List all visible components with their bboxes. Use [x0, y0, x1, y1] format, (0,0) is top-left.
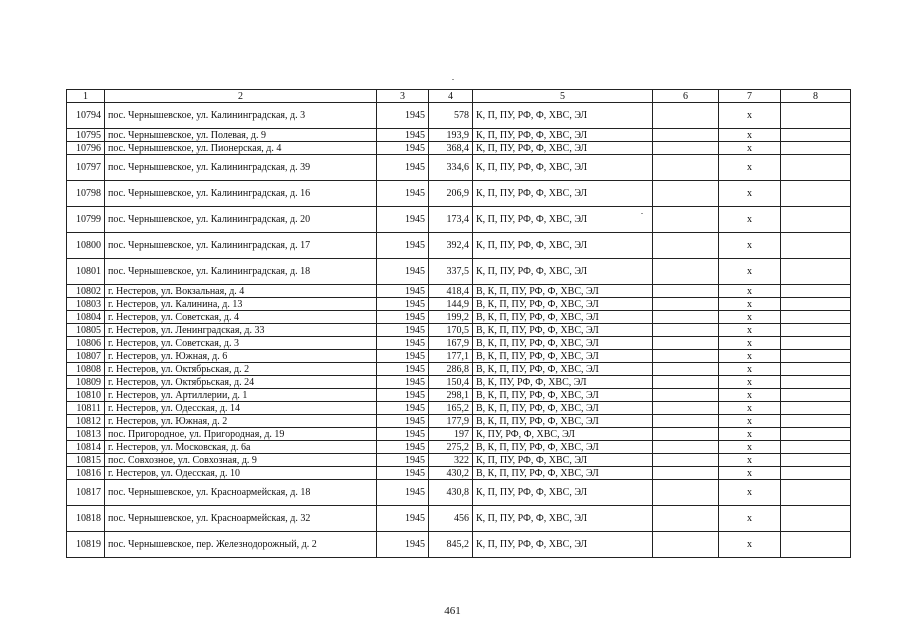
row-systems: В, К, П, ПУ, РФ, Ф, ХВС, ЭЛ: [473, 415, 653, 428]
row-area: 456: [429, 506, 473, 532]
row-area: 286,8: [429, 363, 473, 376]
row-address: пос. Чернышевское, ул. Полевая, д. 9: [105, 129, 377, 142]
row-number: 10813: [67, 428, 105, 441]
column-header-5: 5: [473, 90, 653, 103]
row-col8: [781, 324, 851, 337]
row-systems: К, П, ПУ, РФ, Ф, ХВС, ЭЛ: [473, 103, 653, 129]
row-col6: [653, 441, 719, 454]
row-systems: В, К, П, ПУ, РФ, Ф, ХВС, ЭЛ: [473, 285, 653, 298]
row-area: 845,2: [429, 532, 473, 558]
row-number: 10800: [67, 233, 105, 259]
row-col8: [781, 181, 851, 207]
row-year: 1945: [377, 402, 429, 415]
row-year: 1945: [377, 506, 429, 532]
row-col7-mark: x: [719, 259, 781, 285]
table-row: [67, 129, 851, 142]
row-col8: [781, 337, 851, 350]
row-col8: [781, 129, 851, 142]
row-col8: [781, 363, 851, 376]
row-col6: [653, 129, 719, 142]
table-row: [67, 389, 851, 402]
row-col7-mark: x: [719, 298, 781, 311]
row-col6: [653, 467, 719, 480]
row-number: 10812: [67, 415, 105, 428]
row-col8: [781, 233, 851, 259]
row-area: 430,2: [429, 467, 473, 480]
row-col7-mark: x: [719, 441, 781, 454]
row-col6: [653, 142, 719, 155]
row-col8: [781, 311, 851, 324]
row-year: 1945: [377, 129, 429, 142]
row-year: 1945: [377, 181, 429, 207]
row-address: г. Нестеров, ул. Одесская, д. 14: [105, 402, 377, 415]
row-systems: В, К, П, ПУ, РФ, Ф, ХВС, ЭЛ: [473, 389, 653, 402]
row-year: 1945: [377, 467, 429, 480]
table-row: [67, 428, 851, 441]
row-number: 10799: [67, 207, 105, 233]
row-year: 1945: [377, 480, 429, 506]
row-address: пос. Пригородное, ул. Пригородная, д. 19: [105, 428, 377, 441]
table-row: [67, 363, 851, 376]
row-area: 197: [429, 428, 473, 441]
row-col8: [781, 350, 851, 363]
table-row: [67, 467, 851, 480]
table-row: [67, 506, 851, 532]
row-systems: В, К, П, ПУ, РФ, Ф, ХВС, ЭЛ: [473, 402, 653, 415]
row-col7-mark: x: [719, 350, 781, 363]
row-address: пос. Чернышевское, пер. Железнодорожный, д. 2: [105, 532, 377, 558]
row-col7-mark: x: [719, 129, 781, 142]
row-year: 1945: [377, 298, 429, 311]
row-systems: В, К, П, ПУ, РФ, Ф, ХВС, ЭЛ: [473, 337, 653, 350]
row-year: 1945: [377, 454, 429, 467]
table-row: [67, 285, 851, 298]
table-row: [67, 454, 851, 467]
row-address: г. Нестеров, ул. Октябрьская, д. 24: [105, 376, 377, 389]
row-number: 10801: [67, 259, 105, 285]
row-col6: [653, 350, 719, 363]
row-year: 1945: [377, 337, 429, 350]
row-address: пос. Чернышевское, ул. Красноармейская, д. 32: [105, 506, 377, 532]
table-row: [67, 402, 851, 415]
row-col6: [653, 480, 719, 506]
row-col7-mark: x: [719, 155, 781, 181]
column-header-4: 4: [429, 90, 473, 103]
row-col7-mark: x: [719, 311, 781, 324]
row-systems: К, П, ПУ, РФ, Ф, ХВС, ЭЛ: [473, 532, 653, 558]
row-area: 368,4: [429, 142, 473, 155]
row-number: 10802: [67, 285, 105, 298]
column-header-3: 3: [377, 90, 429, 103]
row-number: 10817: [67, 480, 105, 506]
row-col7-mark: x: [719, 506, 781, 532]
row-address: г. Нестеров, ул. Советская, д. 4: [105, 311, 377, 324]
row-col7-mark: x: [719, 285, 781, 298]
row-col7-mark: x: [719, 324, 781, 337]
row-year: 1945: [377, 428, 429, 441]
row-number: 10809: [67, 376, 105, 389]
row-number: 10814: [67, 441, 105, 454]
row-year: 1945: [377, 415, 429, 428]
row-col7-mark: x: [719, 181, 781, 207]
table-row: [67, 298, 851, 311]
table-row: [67, 311, 851, 324]
row-systems: К, П, ПУ, РФ, Ф, ХВС, ЭЛ: [473, 454, 653, 467]
table-row: [67, 103, 851, 129]
table-row: [67, 441, 851, 454]
row-col8: [781, 428, 851, 441]
row-year: 1945: [377, 311, 429, 324]
row-year: 1945: [377, 376, 429, 389]
row-col8: [781, 506, 851, 532]
row-area: 150,4: [429, 376, 473, 389]
table-row: [67, 532, 851, 558]
column-header-2: 2: [105, 90, 377, 103]
row-systems: К, П, ПУ, РФ, Ф, ХВС, ЭЛ: [473, 207, 653, 233]
row-col7-mark: x: [719, 428, 781, 441]
row-col8: [781, 402, 851, 415]
row-systems: К, П, ПУ, РФ, Ф, ХВС, ЭЛ: [473, 480, 653, 506]
row-address: пос. Чернышевское, ул. Калининградская, д. 20: [105, 207, 377, 233]
row-year: 1945: [377, 350, 429, 363]
row-area: 170,5: [429, 324, 473, 337]
row-number: 10807: [67, 350, 105, 363]
row-col7-mark: x: [719, 480, 781, 506]
row-number: 10816: [67, 467, 105, 480]
row-area: 165,2: [429, 402, 473, 415]
row-year: 1945: [377, 142, 429, 155]
row-address: г. Нестеров, ул. Ленинградская, д. 33: [105, 324, 377, 337]
row-year: 1945: [377, 363, 429, 376]
row-systems: К, П, ПУ, РФ, Ф, ХВС, ЭЛ: [473, 506, 653, 532]
row-address: г. Нестеров, ул. Одесская, д. 10: [105, 467, 377, 480]
row-col6: [653, 155, 719, 181]
row-col6: [653, 311, 719, 324]
row-area: 298,1: [429, 389, 473, 402]
row-year: 1945: [377, 155, 429, 181]
row-address: г. Нестеров, ул. Октябрьская, д. 2: [105, 363, 377, 376]
table-row: [67, 350, 851, 363]
table-row: [67, 259, 851, 285]
row-area: 578: [429, 103, 473, 129]
row-year: 1945: [377, 441, 429, 454]
row-number: 10815: [67, 454, 105, 467]
row-year: 1945: [377, 324, 429, 337]
row-address: пос. Чернышевское, ул. Калининградская, д. 18: [105, 259, 377, 285]
row-area: 337,5: [429, 259, 473, 285]
row-col7-mark: x: [719, 363, 781, 376]
row-number: 10794: [67, 103, 105, 129]
row-address: пос. Чернышевское, ул. Красноармейская, д. 18: [105, 480, 377, 506]
column-header-6: 6: [653, 90, 719, 103]
row-number: 10795: [67, 129, 105, 142]
row-number: 10811: [67, 402, 105, 415]
row-address: пос. Чернышевское, ул. Калининградская, д. 3: [105, 103, 377, 129]
row-col6: [653, 402, 719, 415]
row-col6: [653, 389, 719, 402]
row-area: 430,8: [429, 480, 473, 506]
row-systems: В, К, ПУ, РФ, Ф, ХВС, ЭЛ: [473, 376, 653, 389]
row-col8: [781, 467, 851, 480]
row-col6: [653, 285, 719, 298]
row-col7-mark: x: [719, 376, 781, 389]
row-area: 177,9: [429, 415, 473, 428]
row-year: 1945: [377, 233, 429, 259]
row-col6: [653, 337, 719, 350]
row-systems: В, К, П, ПУ, РФ, Ф, ХВС, ЭЛ: [473, 363, 653, 376]
row-col6: [653, 181, 719, 207]
row-area: 193,9: [429, 129, 473, 142]
row-number: 10796: [67, 142, 105, 155]
row-col8: [781, 415, 851, 428]
column-header-1: 1: [67, 90, 105, 103]
row-area: 418,4: [429, 285, 473, 298]
table-row: [67, 376, 851, 389]
row-systems: В, К, П, ПУ, РФ, Ф, ХВС, ЭЛ: [473, 441, 653, 454]
table-row: [67, 207, 851, 233]
table-row: [67, 480, 851, 506]
row-systems: К, П, ПУ, РФ, Ф, ХВС, ЭЛ: [473, 155, 653, 181]
row-year: 1945: [377, 207, 429, 233]
row-number: 10806: [67, 337, 105, 350]
row-col6: [653, 376, 719, 389]
row-col7-mark: x: [719, 389, 781, 402]
row-col8: [781, 532, 851, 558]
table-row: [67, 181, 851, 207]
row-area: 173,4: [429, 207, 473, 233]
row-address: г. Нестеров, ул. Южная, д. 6: [105, 350, 377, 363]
housing-registry-table: [66, 89, 851, 558]
row-address: пос. Чернышевское, ул. Калининградская, д. 17: [105, 233, 377, 259]
row-col6: [653, 506, 719, 532]
row-number: 10798: [67, 181, 105, 207]
row-systems: К, ПУ, РФ, Ф, ХВС, ЭЛ: [473, 428, 653, 441]
table-row: [67, 415, 851, 428]
row-col8: [781, 454, 851, 467]
row-col6: [653, 415, 719, 428]
row-col6: [653, 259, 719, 285]
row-number: 10810: [67, 389, 105, 402]
scan-speck: [452, 79, 454, 80]
row-number: 10808: [67, 363, 105, 376]
row-area: 392,4: [429, 233, 473, 259]
row-col7-mark: x: [719, 103, 781, 129]
table-row: [67, 155, 851, 181]
row-address: г. Нестеров, ул. Вокзальная, д. 4: [105, 285, 377, 298]
row-col6: [653, 324, 719, 337]
row-address: г. Нестеров, ул. Московская, д. 6а: [105, 441, 377, 454]
row-col8: [781, 155, 851, 181]
table-row: [67, 324, 851, 337]
scan-speck: [641, 213, 643, 214]
row-address: г. Нестеров, ул. Калинина, д. 13: [105, 298, 377, 311]
row-col6: [653, 207, 719, 233]
row-col7-mark: x: [719, 142, 781, 155]
table-row: [67, 337, 851, 350]
row-address: пос. Чернышевское, ул. Калининградская, д. 16: [105, 181, 377, 207]
row-col8: [781, 376, 851, 389]
row-number: 10804: [67, 311, 105, 324]
row-address: г. Нестеров, ул. Артиллерии, д. 1: [105, 389, 377, 402]
column-number-header-row: [67, 90, 851, 103]
row-col7-mark: x: [719, 467, 781, 480]
row-systems: В, К, П, ПУ, РФ, Ф, ХВС, ЭЛ: [473, 298, 653, 311]
row-systems: К, П, ПУ, РФ, Ф, ХВС, ЭЛ: [473, 259, 653, 285]
row-col8: [781, 259, 851, 285]
row-number: 10805: [67, 324, 105, 337]
row-col8: [781, 389, 851, 402]
row-col6: [653, 363, 719, 376]
row-col6: [653, 454, 719, 467]
table-row: [67, 233, 851, 259]
row-col8: [781, 103, 851, 129]
row-systems: В, К, П, ПУ, РФ, Ф, ХВС, ЭЛ: [473, 350, 653, 363]
row-col7-mark: x: [719, 233, 781, 259]
row-col7-mark: x: [719, 532, 781, 558]
row-address: пос. Чернышевское, ул. Калининградская, д. 39: [105, 155, 377, 181]
row-systems: В, К, П, ПУ, РФ, Ф, ХВС, ЭЛ: [473, 324, 653, 337]
row-col7-mark: x: [719, 337, 781, 350]
row-col6: [653, 532, 719, 558]
row-col8: [781, 207, 851, 233]
row-systems: В, К, П, ПУ, РФ, Ф, ХВС, ЭЛ: [473, 467, 653, 480]
row-address: г. Нестеров, ул. Южная, д. 2: [105, 415, 377, 428]
table-body: [67, 90, 851, 558]
row-col6: [653, 233, 719, 259]
row-systems: К, П, ПУ, РФ, Ф, ХВС, ЭЛ: [473, 129, 653, 142]
row-col7-mark: x: [719, 454, 781, 467]
row-year: 1945: [377, 259, 429, 285]
row-year: 1945: [377, 103, 429, 129]
row-year: 1945: [377, 532, 429, 558]
row-area: 334,6: [429, 155, 473, 181]
row-address: г. Нестеров, ул. Советская, д. 3: [105, 337, 377, 350]
row-systems: К, П, ПУ, РФ, Ф, ХВС, ЭЛ: [473, 233, 653, 259]
row-area: 167,9: [429, 337, 473, 350]
row-area: 275,2: [429, 441, 473, 454]
row-col8: [781, 480, 851, 506]
row-area: 322: [429, 454, 473, 467]
row-col8: [781, 441, 851, 454]
page-number: 461: [444, 605, 461, 617]
row-systems: В, К, П, ПУ, РФ, Ф, ХВС, ЭЛ: [473, 311, 653, 324]
row-col8: [781, 285, 851, 298]
column-header-8: 8: [781, 90, 851, 103]
row-number: 10819: [67, 532, 105, 558]
row-col8: [781, 298, 851, 311]
row-col6: [653, 103, 719, 129]
row-area: 177,1: [429, 350, 473, 363]
row-col7-mark: x: [719, 207, 781, 233]
row-col8: [781, 142, 851, 155]
row-address: пос. Чернышевское, ул. Пионерская, д. 4: [105, 142, 377, 155]
row-systems: К, П, ПУ, РФ, Ф, ХВС, ЭЛ: [473, 142, 653, 155]
row-area: 199,2: [429, 311, 473, 324]
row-number: 10797: [67, 155, 105, 181]
row-col6: [653, 428, 719, 441]
column-header-7: 7: [719, 90, 781, 103]
row-number: 10818: [67, 506, 105, 532]
row-area: 206,9: [429, 181, 473, 207]
row-year: 1945: [377, 389, 429, 402]
row-area: 144,9: [429, 298, 473, 311]
row-col7-mark: x: [719, 415, 781, 428]
row-col6: [653, 298, 719, 311]
row-number: 10803: [67, 298, 105, 311]
row-address: пос. Совхозное, ул. Совхозная, д. 9: [105, 454, 377, 467]
row-year: 1945: [377, 285, 429, 298]
table-row: [67, 142, 851, 155]
row-systems: К, П, ПУ, РФ, Ф, ХВС, ЭЛ: [473, 181, 653, 207]
row-col7-mark: x: [719, 402, 781, 415]
